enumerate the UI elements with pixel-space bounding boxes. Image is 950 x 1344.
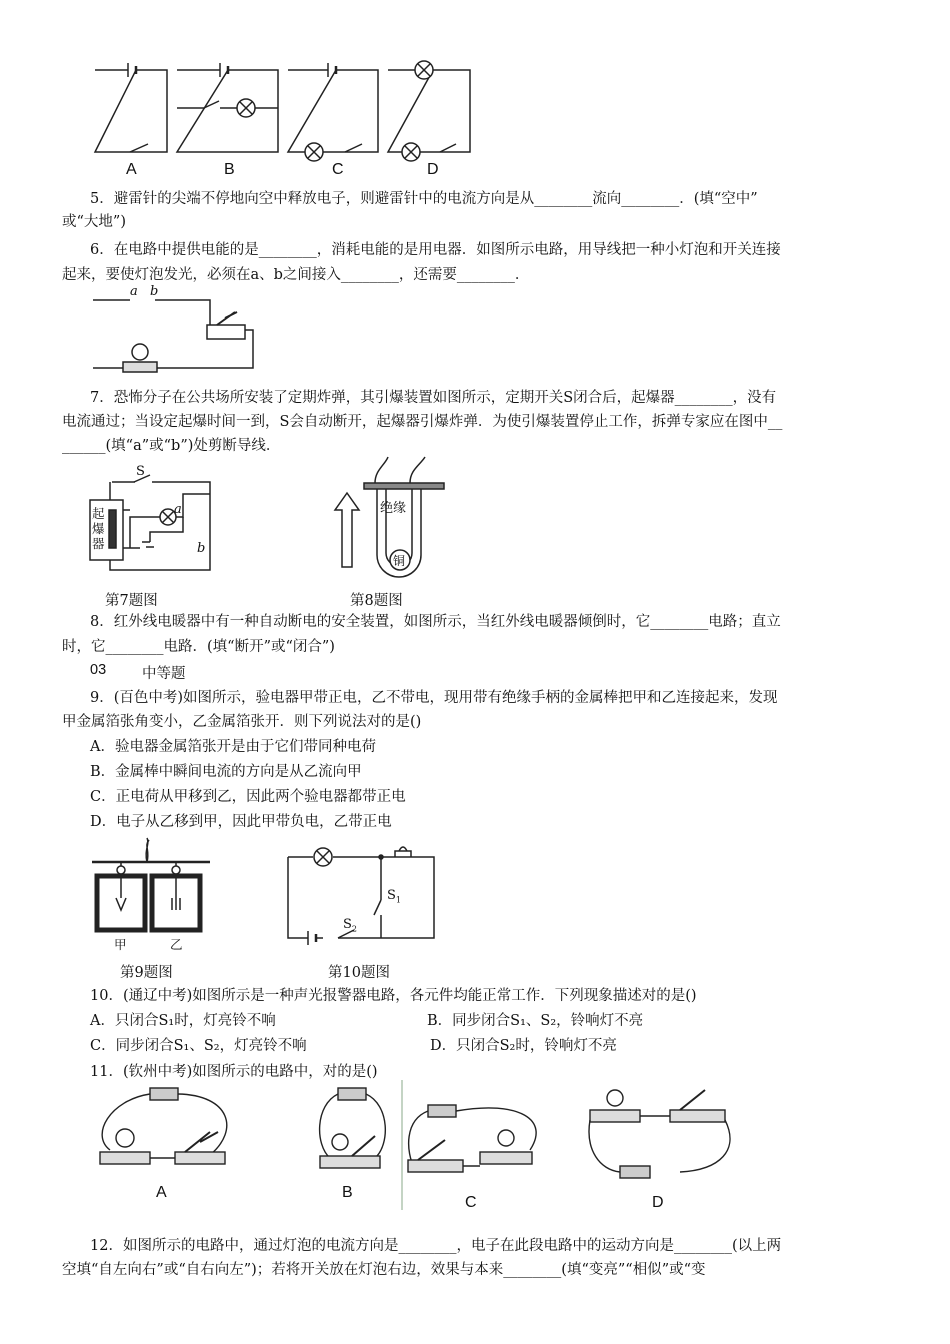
option-label-a: A (126, 161, 137, 178)
q7-caption: 第7题图 (105, 593, 158, 609)
q6-line-2: 起来，要使灯泡发光，必须在a、b之间接入________，还需要________． (62, 267, 530, 283)
q5-line-2: 或“大地”) (62, 214, 126, 230)
q7-line-3: ______(填“a”或“b”)处剪断导线． (62, 438, 281, 454)
q10-option-b: B．同步闭合S₁、S₂，铃响灯不亮 (427, 1013, 644, 1029)
q10-option-d: D．只闭合S₂时，铃响灯不亮 (430, 1038, 617, 1054)
q9-label-yi: 乙 (170, 937, 183, 952)
q10-option-a: A．只闭合S₁时，灯亮铃不响 (90, 1013, 276, 1029)
q10-label-s1: $S_1$ (387, 888, 401, 905)
q9-line-2: 甲金属箔张角变小，乙金属箔张开．则下列说法对的是() (62, 714, 422, 730)
q9-line-1: 9．(百色中考)如图所示，验电器甲带正电，乙不带电，现用带有绝缘手柄的金属棒把甲和乙连接起来，发现 (90, 690, 778, 706)
q11-label-a: A (156, 1184, 167, 1201)
q8-insulation-label: 绝缘 (380, 501, 407, 516)
q12-line-2: 空填“自左向右”或“自右向左”)；若将开关放在灯泡右边，效果与本来________(填“变亮”“相似”或“变 (62, 1262, 706, 1278)
q11-circuits-figure (90, 1080, 750, 1210)
q6-label-a: a (130, 284, 138, 299)
q7-label-s: S (136, 464, 145, 479)
q8-caption: 第8题图 (350, 593, 403, 609)
q8-copper-label: 铜 (393, 554, 406, 568)
q10-option-c: C．同步闭合S₁、S₂，灯亮铃不响 (90, 1038, 307, 1054)
q7-detonator-label: 起爆器 (92, 506, 105, 551)
section-title: 中等题 (142, 666, 186, 682)
q9-caption: 第9题图 (120, 965, 173, 981)
q8-line-1: 8．红外线电暖器中有一种自动断电的安全装置，如图所示，当红外线电暖器倾倒时，它________电路；直立 (90, 614, 781, 630)
q10-stem: 10．(通辽中考)如图所示是一种声光报警器电路，各元件均能正常工作．下列现象描述对的是() (90, 988, 697, 1004)
option-label-c: C (332, 161, 344, 178)
q10-alarm-circuit-figure (288, 845, 438, 945)
q9-label-jia: 甲 (114, 937, 127, 952)
section-number: 03 (90, 662, 107, 678)
q12-line-1: 12．如图所示的电路中，通过灯泡的电流方向是________，电子在此段电路中的运动方向是________(以上两 (90, 1238, 782, 1254)
q7-line-2: 电流通过；当设定起爆时间一到，S会自动断开，起爆器引爆炸弹．为使引爆装置停止工作，拆弹专家应在图中__ (62, 414, 783, 430)
q8-line-2: 时，它________电路．(填“断开”或“闭合”) (62, 639, 335, 655)
q11-label-d: D (652, 1194, 664, 1211)
q6-label-b: b (150, 284, 159, 299)
q9-option-b: B．金属棒中瞬间电流的方向是从乙流向甲 (90, 764, 362, 780)
option-label-d: D (427, 161, 439, 178)
q7-label-a: a (174, 502, 182, 517)
q6-circuit-figure (85, 290, 265, 380)
q11-label-c: C (465, 1194, 477, 1211)
q11-label-b: B (342, 1184, 353, 1201)
q5-line-1: 5．避雷针的尖端不停地向空中释放电子，则避雷针中的电流方向是从________流向________．(填“空中” (90, 191, 758, 207)
q10-caption: 第10题图 (328, 965, 390, 981)
q6-line-1: 6．在电路中提供电能的是________，消耗电能的是用电器．如图所示电路，用导线把一种小灯泡和开关连接 (90, 242, 781, 258)
q7-circuit-figure (90, 462, 230, 582)
q9-option-d: D．电子从乙移到甲，因此甲带负电，乙带正电 (90, 814, 392, 830)
q9-option-c: C．正电荷从甲移到乙，因此两个验电器都带正电 (90, 789, 406, 805)
q7-label-b: b (197, 541, 206, 556)
q9-electroscope-figure (92, 838, 217, 933)
q11-stem: 11．(钦州中考)如图所示的电路中，对的是() (90, 1064, 378, 1080)
q10-label-s2: $S_2$ (343, 917, 357, 934)
option-label-b: B (224, 161, 235, 178)
q7-line-1: 7．恐怖分子在公共场所安装了定期炸弹，其引爆装置如图所示，定期开关S闭合后，起爆器________，没有 (90, 390, 777, 406)
top-circuits-figure (0, 0, 950, 190)
q9-option-a: A．验电器金属箔张开是由于它们带同种电荷 (90, 739, 376, 755)
